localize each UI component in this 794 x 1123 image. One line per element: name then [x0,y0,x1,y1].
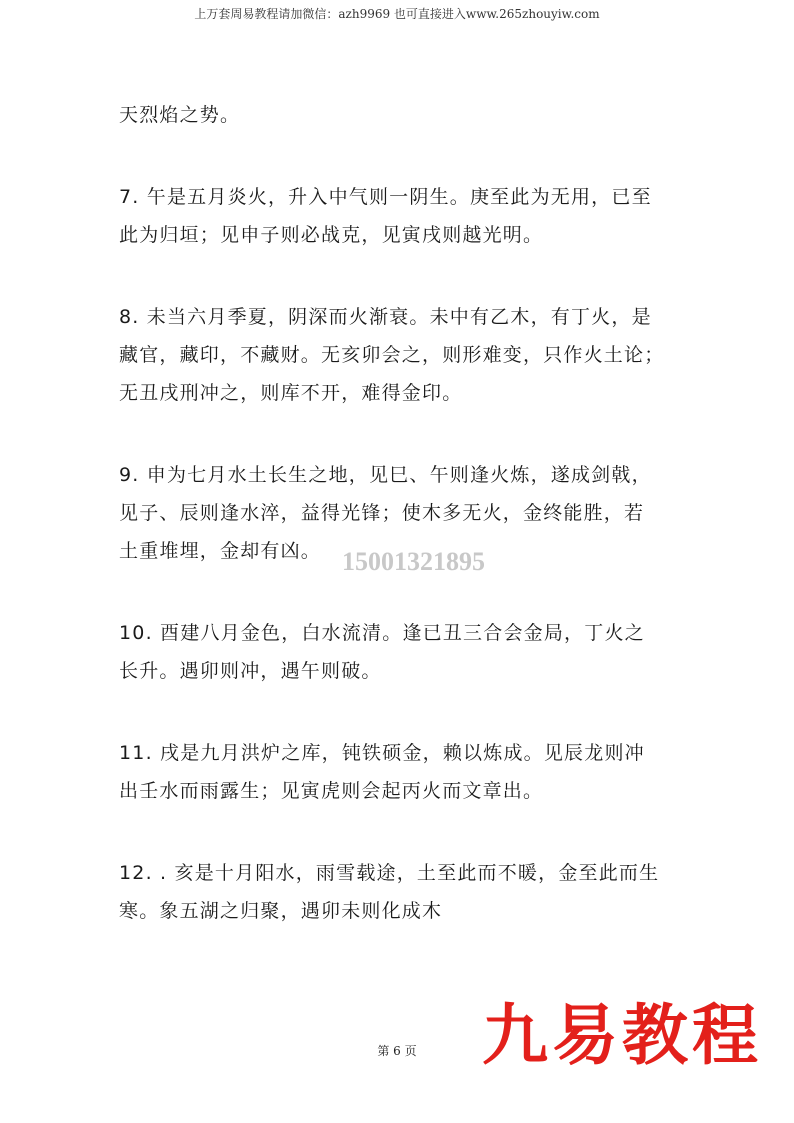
page-header: 上万套周易教程请加微信：azh9969 也可直接进入www.265zhouyiw.com [194,7,600,21]
text-line: 8. 未当六月季夏，阴深而火渐衰。未中有乙木，有丁火，是 [119,306,652,328]
text-line: 11. 戌是九月洪炉之库，钝铁硕金，赖以炼成。见辰龙则冲 [119,742,645,764]
phone-watermark: 15001321895 [342,547,485,576]
page-number: 第 6 页 [377,1044,417,1058]
text-line: 9. 申为七月水土长生之地，见巳、午则逢火炼，遂成剑戟， [119,464,652,486]
text-line: 10. 酉建八月金色，白水流清。逢已丑三合会金局，丁火之 [119,622,645,644]
text-line: 见子、辰则逢水淬，益得光锋；使木多无火，金终能胜，若 [119,502,645,524]
text-line: 7. 午是五月炎火，升入中气则一阴生。庚至此为无用，已至 [119,186,652,208]
paragraph-8 [119,298,679,412]
text-line: 藏官，藏印，不藏财。无亥卯会之，则形难变，只作火土论； [119,344,665,366]
text-line: 12. . 亥是十月阳水，雨雪载途，土至此而不暖，金至此而生 [119,862,660,884]
text-line: 此为归垣；见申子则必战克，见寅戌则越光明。 [119,224,544,246]
text-line: 寒。象五湖之归聚，遇卯未则化成木 [119,900,443,922]
paragraph-12 [119,854,679,930]
document-body [119,96,679,974]
brand-logo: 九易教程 [482,997,762,1074]
text-line: 无丑戌刑冲之，则库不开，难得金印。 [119,382,463,404]
paragraph-11 [119,734,679,810]
text-line: 天烈焰之势。 [119,104,241,126]
text-line: 长升。遇卯则冲，遇午则破。 [119,660,382,682]
text-line: 出壬水而雨露生；见寅虎则会起丙火而文章出。 [119,780,544,802]
paragraph-10 [119,614,679,690]
paragraph-7 [119,178,679,254]
text-line: 土重堆埋，金却有凶。 [119,540,322,562]
paragraph-0 [119,96,679,134]
